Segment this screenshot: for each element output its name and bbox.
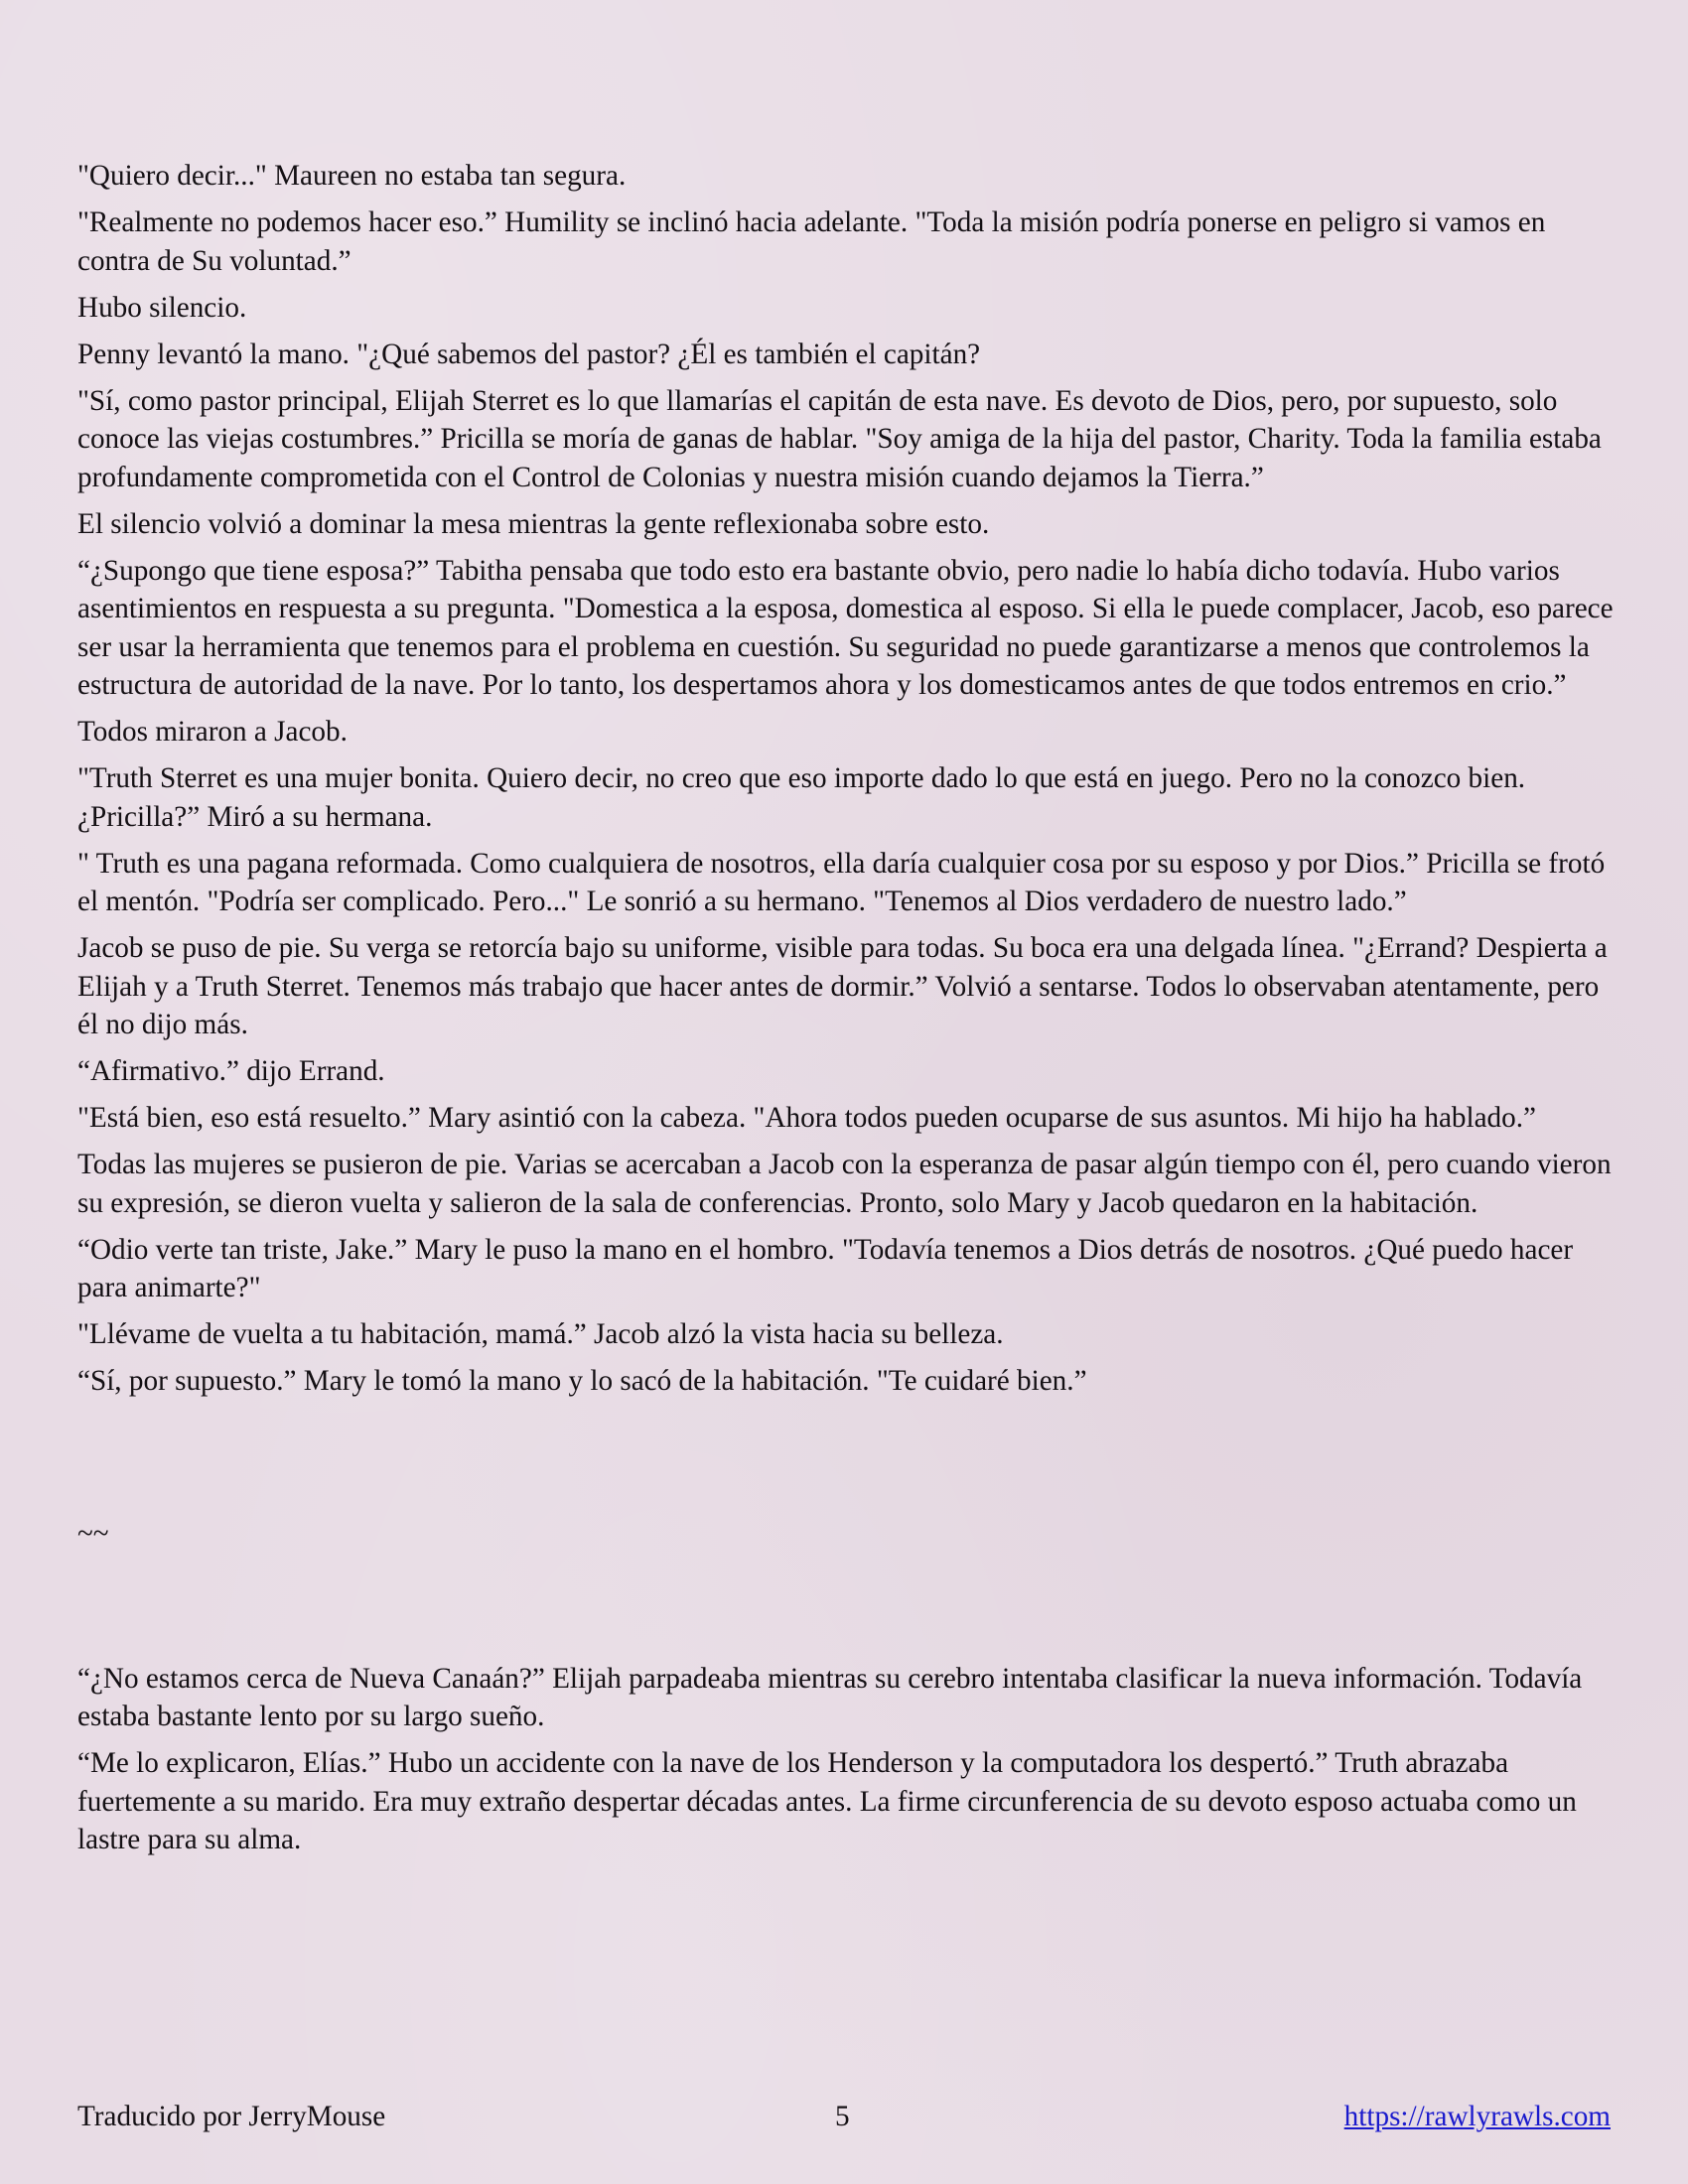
paragraph: “Sí, por supuesto.” Mary le tomó la mano y lo sacó de la habitación. "Te cuidaré bien.”	[77, 1365, 1087, 1397]
page-number: 5	[835, 2101, 850, 2132]
page-footer	[77, 2098, 1611, 2137]
paragraph: "Truth Sterret es una mujer bonita. Quiero decir, no creo que eso importe dado lo que está en juego. Pero no la conozco bien. ¿Pricilla?” Miró a su hermana.	[77, 762, 1526, 833]
paragraph: Hubo silencio.	[77, 291, 247, 324]
paragraph: "Realmente no podemos hacer eso.” Humility se inclinó hacia adelante. "Toda la misión podría ponerse en peligro si vamos en contra de Su voluntad.”	[77, 206, 1546, 277]
paragraph: El silencio volvió a dominar la mesa mientras la gente reflexionaba sobre esto.	[77, 507, 990, 540]
spacer	[77, 1554, 1621, 1660]
paragraph: “Odio verte tan triste, Jake.” Mary le puso la mano en el hombro. "Todavía tenemos a Dios detrás de nosotros. ¿Qué puedo hacer para animarte?"	[77, 1233, 1574, 1303]
spacer	[77, 1409, 1621, 1515]
section-1	[77, 157, 1621, 1401]
page-body	[77, 157, 1621, 1867]
paragraph: “¿Supongo que tiene esposa?” Tabitha pensaba que todo esto era bastante obvio, pero nadie lo había dicho todavía. Hubo varios asentimientos en respuesta a su pregunta. "Domestica a la esposa, domestica al esposo. Si ella le puede complacer, Jacob, eso parece ser usar la herramienta que tenemos para el problema en cuestión. Su seguridad no puede garantizarse a menos que controlemos la estructura de autoridad de la nave. Por lo tanto, los despertamos ahora y los domesticamos antes de que todos entremos en crio.”	[77, 554, 1614, 701]
translator-credit: Traducido por JerryMouse	[77, 2101, 386, 2132]
paragraph: "Quiero decir..." Maureen no estaba tan segura.	[77, 160, 627, 192]
paragraph: Todos miraron a Jacob.	[77, 716, 348, 748]
paragraph: "Está bien, eso está resuelto.” Mary asintió con la cabeza. "Ahora todos pueden ocuparse de sus asuntos. Mi hijo ha hablado.”	[77, 1102, 1536, 1134]
scene-break: ~~	[77, 1518, 109, 1550]
paragraph: “Me lo explicaron, Elías.” Hubo un accidente con la nave de los Henderson y la computadora los despertó.” Truth abrazaba fuertemente a su marido. Era muy extraño despertar décadas antes. La firme circunferencia de su devoto esposo actuaba como un lastre para su alma.	[77, 1747, 1577, 1855]
paragraph: " Truth es una pagana reformada. Como cualquiera de nosotros, ella daría cualquier cosa por su esposo y por Dios.” Pricilla se frotó el mentón. "Podría ser complicado. Pero..." Le sonrió a su hermano. "Tenemos al Dios verdadero de nuestro lado.”	[77, 847, 1606, 917]
paragraph: Todas las mujeres se pusieron de pie. Varias se acercaban a Jacob con la esperanza de pasar algún tiempo con él, pero cuando vieron su expresión, se dieron vuelta y salieron de la sala de conferencias. Pronto, solo Mary y Jacob quedaron en la habitación.	[77, 1149, 1612, 1219]
paragraph: “Afirmativo.” dijo Errand.	[77, 1055, 385, 1087]
section-2	[77, 1660, 1621, 1859]
website-link[interactable]: https://rawlyrawls.com	[1343, 2101, 1611, 2132]
paragraph: “¿No estamos cerca de Nueva Canaán?” Elijah parpadeaba mientras su cerebro intentaba clasificar la nueva información. Todavía estaba bastante lento por su largo sueño.	[77, 1662, 1583, 1732]
paragraph: Jacob se puso de pie. Su verga se retorcía bajo su uniforme, visible para todas. Su boca era una delgada línea. "¿Errand? Despierta a Elijah y a Truth Sterret. Tenemos más trabajo que hacer antes de dormir.” Volvió a sentarse. Todos lo observaban atentamente, pero él no dijo más.	[77, 932, 1608, 1040]
paragraph: "Sí, como pastor principal, Elijah Sterret es lo que llamarías el capitán de esta nave. Es devoto de Dios, pero, por supuesto, solo conoce las viejas costumbres.” Pricilla se moría de ganas de hablar. "Soy amiga de la hija del pastor, Charity. Toda la familia estaba profundamente comprometida con el Control de Colonias y nuestra misión cuando dejamos la Tierra.”	[77, 384, 1602, 493]
paragraph: Penny levantó la mano. "¿Qué sabemos del pastor? ¿Él es también el capitán?	[77, 338, 981, 370]
paragraph: "Llévame de vuelta a tu habitación, mamá.” Jacob alzó la vista hacia su belleza.	[77, 1318, 1004, 1350]
